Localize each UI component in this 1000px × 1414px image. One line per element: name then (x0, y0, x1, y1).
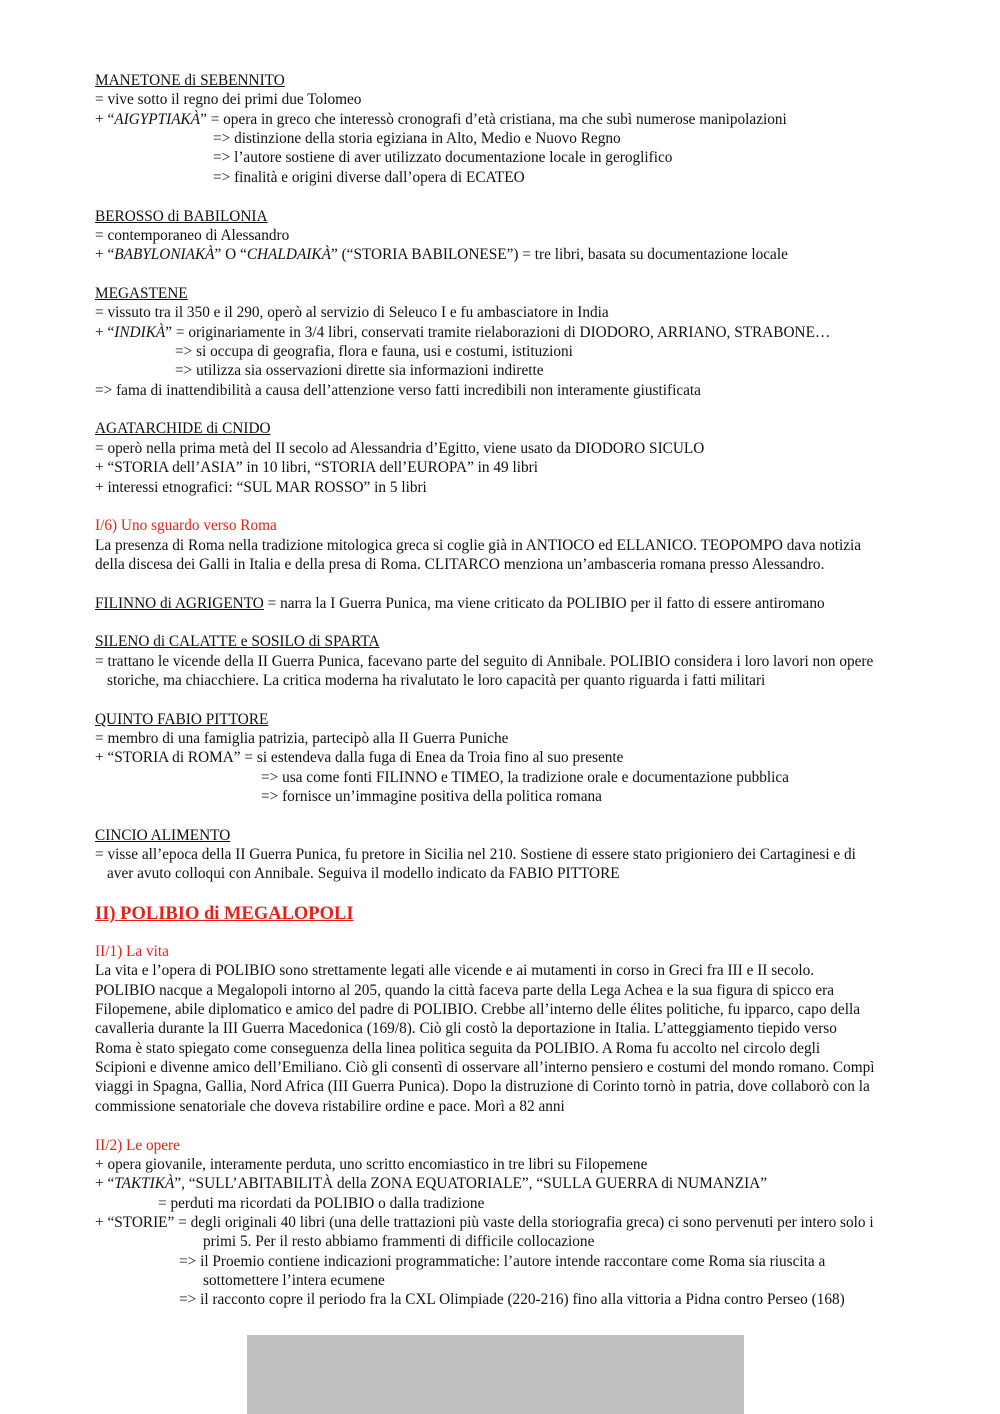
opere-line-8: => il racconto copre il periodo fra la CXL Olimpiade (220-216) fino alla vittoria a Pidna contro Perseo (168) (179, 1291, 845, 1308)
manetone-line-4: => l’autore sostiene di aver utilizzato documentazione locale in geroglifico (213, 149, 673, 166)
fabio-line-2: + “STORIA di ROMA” = si estendeva dalla fuga di Enea da Troia fino al suo presente (95, 749, 624, 766)
berosso-line-2 (95, 245, 788, 264)
fabio-line-3: => usa come fonti FILINNO e TIMEO, la tradizione orale e documentazione pubblica (261, 769, 789, 786)
text-span: + “ (95, 1175, 115, 1192)
sileno-line-1: = trattano le vicende della II Guerra Punica, facevano parte del seguito di Annibale. POLIBIO considera i loro lavori non opere (95, 653, 874, 670)
text-span: + “ (95, 246, 115, 263)
work-title-italic: TAKTIKÀ (114, 1175, 175, 1192)
cincio-title: CINCIO ALIMENTO (95, 827, 231, 844)
work-title-italic: CHALDAIKÀ (246, 246, 331, 263)
roma-line-2: della discesa dei Galli in Italia e della presa di Roma. CLITARCO menziona un’ambasceria romana presso Alessandro. (95, 556, 825, 573)
vita-line-7: viaggi in Spagna, Gallia, Nord Africa (III Guerra Punica). Dopo la distruzione di Corinto tornò in patria, dove collaborò con la (95, 1078, 870, 1095)
megastene-line-5: => fama di inattendibilità a causa dell’attenzione verso fatti incredibili non interamente giustificata (95, 382, 701, 399)
opere-line-4: + “STORIE” = degli originali 40 libri (una delle trattazioni più vaste della storiografia greca) ci sono pervenuti per intero solo i (95, 1214, 874, 1231)
berosso-title: BEROSSO di BABILONIA (95, 208, 268, 225)
megastene-line-1: = vissuto tra il 350 e il 290, operò al servizio di Seleuco I e fu ambasciatore in India (95, 304, 609, 321)
opere-line-1: + opera giovanile, interamente perduta, uno scritto encomiastico in tre libri su Filopemene (95, 1156, 648, 1173)
vita-line-1: La vita e l’opera di POLIBIO sono strettamente legati alle vicende e ai mutamenti in corso in Greci fra III e II secolo. (95, 962, 815, 979)
vita-line-5: Roma è stato spiegato come conseguenza della linea politica seguita da POLIBIO. A Roma fu accolto nel circolo degli (95, 1040, 821, 1057)
section-heading-opere: II/2) Le opere (95, 1137, 180, 1154)
manetone-line-5: => finalità e origini diverse dall’opera di ECATEO (213, 169, 525, 186)
vita-line-6: Scipioni e divenne amico dell’Emiliano. Ciò gli consentì di osservare all’interno pensiero e costumi del mondo romano. Compì (95, 1059, 875, 1076)
megastene-line-4: => utilizza sia osservazioni dirette sia informazioni indirette (175, 362, 544, 379)
agatarchide-line-2: + “STORIA dell’ASIA” in 10 libri, “STORIA dell’EUROPA” in 49 libri (95, 459, 539, 476)
opere-line-5: primi 5. Per il resto abbiamo frammenti di difficile collocazione (203, 1233, 595, 1250)
text-span: ” (“STORIA BABILONESE”) = tre libri, basata su documentazione locale (330, 246, 788, 263)
sileno-line-2: storiche, ma chiacchiere. La critica moderna ha rivalutato le loro capacità per quanto riguarda i fatti militari (107, 672, 766, 689)
text-span: = narra la I Guerra Punica, ma viene criticato da POLIBIO per il fatto di essere antiromano (263, 595, 825, 612)
text-span: ” O “ (214, 246, 247, 263)
text-span: + “ (95, 324, 115, 341)
page-footer-placeholder (247, 1335, 744, 1414)
opere-line-6: => il Proemio contiene indicazioni programmatiche: l’autore intende raccontare come Roma sia riuscita a (179, 1253, 826, 1270)
text-span: ” = originariamente in 3/4 libri, conservati tramite rielaborazioni di DIODORO, ARRIANO, STRABONE… (165, 324, 831, 341)
fabio-title: QUINTO FABIO PITTORE (95, 711, 269, 728)
filinno-line (95, 594, 825, 613)
work-title-italic: AIGYPTIAKÀ (114, 111, 201, 128)
megastene-title: MEGASTENE (95, 285, 188, 302)
berosso-line-1: = contemporaneo di Alessandro (95, 227, 290, 244)
fabio-line-1: = membro di una famiglia patrizia, partecipò alla II Guerra Puniche (95, 730, 509, 747)
vita-line-2: POLIBIO nacque a Megalopoli intorno al 205, quando la città faceva parte della Lega Achea e la sua figura di spicco era (95, 982, 835, 999)
section-heading-roma: I/6) Uno sguardo verso Roma (95, 517, 277, 534)
agatarchide-line-1: = operò nella prima metà del II secolo ad Alessandria d’Egitto, viene usato da DIODORO SICULO (95, 440, 705, 457)
megastene-line-3: => si occupa di geografia, flora e fauna, usi e costumi, istituzioni (175, 343, 573, 360)
work-title-italic: INDIKÀ (114, 324, 166, 341)
manetone-line-2 (95, 110, 787, 129)
fabio-line-4: => fornisce un’immagine positiva della politica romana (261, 788, 602, 805)
text-span: ” = opera in greco che interessò cronografi d’età cristiana, ma che subì numerose manipolazioni (200, 111, 787, 128)
text-span: ”, “SULL’ABITABILITÀ della ZONA EQUATORIALE”, “SULLA GUERRA di NUMANZIA” (174, 1175, 768, 1192)
opere-line-2 (95, 1174, 767, 1193)
work-title-italic: BABYLONIAKÀ (114, 246, 215, 263)
vita-line-3: Filopemene, abile diplomatico e amico del padre di POLIBIO. Crebbe all’interno delle élites politiche, fu ipparco, capo della (95, 1001, 861, 1018)
cincio-line-2: aver avuto colloqui con Annibale. Seguiva il modello indicato da FABIO PITTORE (107, 865, 620, 882)
roma-line-1: La presenza di Roma nella tradizione mitologica greca si coglie già in ANTIOCO ed ELLANICO. TEOPOMPO dava notizia (95, 537, 862, 554)
filinno-title: FILINNO di AGRIGENTO (95, 595, 264, 612)
manetone-line-1: = vive sotto il regno dei primi due Tolomeo (95, 91, 362, 108)
agatarchide-title: AGATARCHIDE di CNIDO (95, 420, 271, 437)
vita-line-4: cavalleria durante la III Guerra Macedonica (169/8). Ciò gli costò la deportazione in Italia. L’atteggiamento tiepido verso (95, 1020, 837, 1037)
manetone-line-3: => distinzione della storia egiziana in Alto, Medio e Nuovo Regno (213, 130, 621, 147)
cincio-line-1: = visse all’epoca della II Guerra Punica, fu pretore in Sicilia nel 210. Sostiene di essere stato prigioniero dei Cartaginesi e di (95, 846, 856, 863)
chapter-heading-polibio: II) POLIBIO di MEGALOPOLI (95, 904, 354, 924)
sileno-title: SILENO di CALATTE e SOSILO di SPARTA (95, 633, 380, 650)
opere-line-3: = perduti ma ricordati da POLIBIO o dalla tradizione (158, 1195, 485, 1212)
text-span: + “ (95, 111, 115, 128)
megastene-line-2 (95, 323, 830, 342)
opere-line-7: sottomettere l’intera ecumene (203, 1272, 385, 1289)
section-heading-vita: II/1) La vita (95, 943, 169, 960)
vita-line-8: commissione senatoriale che doveva ristabilire ordine e pace. Morì a 82 anni (95, 1098, 565, 1115)
agatarchide-line-3: + interessi etnografici: “SUL MAR ROSSO” in 5 libri (95, 479, 427, 496)
manetone-title: MANETONE di SEBENNITO (95, 72, 285, 89)
